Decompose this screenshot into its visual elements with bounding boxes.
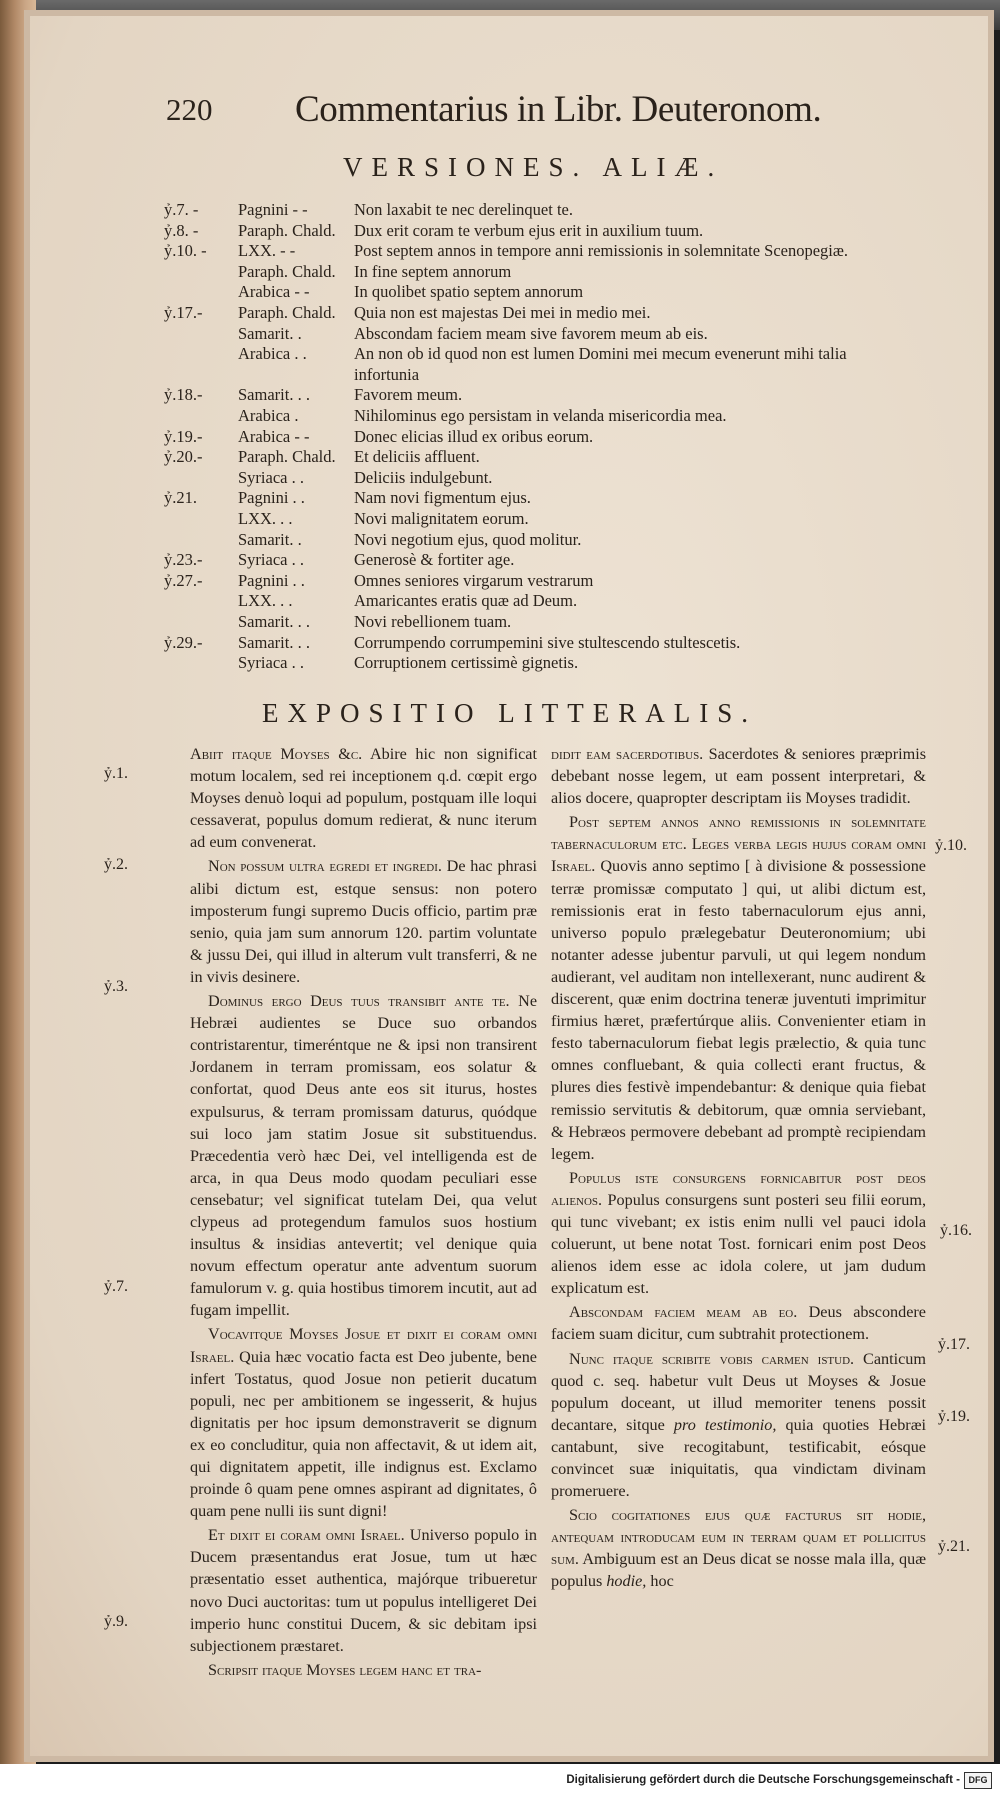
version-name: Pagnini - - bbox=[238, 200, 308, 219]
lemma: Abiit itaque Moyses &c. bbox=[190, 745, 363, 763]
lemma: didit eam sacerdotibus. bbox=[551, 745, 704, 763]
margin-verse-left: ỷ.3. bbox=[104, 978, 128, 995]
margin-verse-right: ỷ.21. bbox=[938, 1538, 970, 1555]
verse-number: ỷ.17.- bbox=[164, 303, 203, 322]
commentary-right-column bbox=[551, 743, 926, 1595]
version-name: LXX. - - bbox=[238, 241, 296, 261]
paragraph-post-septem bbox=[551, 811, 926, 1165]
paragraph-text: Populus consurgens sunt posteri seu filii eorum, qui tunc vivebant; ex istis enim nulli vel pauci idola coluerunt, ut bene notat Tost. fornicari enim post Deos alienos idem esse ac idola colere, ut jam dudum explicatum est. bbox=[551, 1190, 926, 1298]
paragraph-dominus-ergo bbox=[190, 990, 537, 1321]
version-name: Pagnini . . bbox=[238, 570, 305, 590]
version-name: Paraph. Chald. bbox=[238, 220, 336, 240]
version-name: Paraph. Chald. bbox=[238, 303, 336, 322]
version-text: Post septem annos in tempore anni remissionis in solemnitate Scenopegiæ. bbox=[354, 241, 849, 261]
margin-verse-right: ỷ.17. bbox=[938, 1336, 970, 1353]
version-name: LXX. . . bbox=[238, 509, 293, 528]
expositio-heading: EXPOSITIO LITTERALIS. bbox=[262, 698, 757, 728]
version-text: Nihilominus ego persistam in velanda misericordia mea. bbox=[354, 406, 727, 425]
version-name: Samarit. . . bbox=[238, 612, 310, 631]
paragraph-tradidit bbox=[551, 743, 926, 809]
paragraph-text: Quia hæc vocatio facta est Deo jubente, bene infert Tostatus, quod Josue non petierit ducatum populi, nec per ambitionem se ingesserit, & hujus dignitatis per hoc ipsum demonstraverit se dignum ex eo concluditur, quia non affectavit, & ut idem ait, qui dignitatem appetit, ille indignus est. Exclamo proinde ô quam pene omnes aspirant ad dignitates, ô quam pene nulli iis sunt digni! bbox=[190, 1347, 537, 1521]
version-name: Paraph. Chald. bbox=[238, 261, 336, 281]
paragraph-text: Deus abscondere faciem suam dicitur, cum subtrahit protectionem. bbox=[551, 1303, 926, 1344]
paragraph-scio-cogitationes bbox=[551, 1504, 926, 1592]
digitization-footer bbox=[0, 1764, 1000, 1796]
version-name: Samarit. . bbox=[238, 529, 302, 549]
verse-number: ỷ.20.- bbox=[164, 447, 203, 467]
version-name: LXX. . . bbox=[238, 591, 293, 611]
version-text: Deliciis indulgebunt. bbox=[354, 467, 493, 487]
paragraph-abscondam bbox=[551, 1301, 926, 1345]
verse-number: ỷ.23.- bbox=[164, 550, 203, 570]
italic-phrase: hodie, bbox=[606, 1572, 647, 1591]
lemma: Scripsit itaque Moyses legem hanc et tra- bbox=[208, 1660, 482, 1679]
version-name: Samarit. . . bbox=[238, 632, 310, 652]
margin-verse-left: ỷ.2. bbox=[104, 856, 128, 873]
verse-number: ỷ.19.- bbox=[164, 426, 203, 446]
version-name: Syriaca . . bbox=[238, 467, 304, 487]
paragraph-text: Canticum quod c. seq. habetur vult Deus ut Moyses & Josue populum doceant, ut illud memoriter tenens possit decantare, sitque bbox=[551, 1349, 926, 1434]
version-text: Dux erit coram te verbum ejus erit in auxilium tuum. bbox=[354, 220, 704, 240]
paragraph-text: hoc bbox=[646, 1572, 674, 1591]
footer-credit: Digitalisierung gefördert durch die Deutsche Forschungsgemeinschaft - bbox=[566, 1774, 960, 1786]
commentary-left-column bbox=[190, 743, 537, 1683]
lemma: Et dixit ei coram omni Israel. bbox=[208, 1526, 405, 1545]
version-text: In quolibet spatio septem annorum bbox=[354, 282, 584, 302]
version-name: Arabica . . bbox=[238, 344, 307, 364]
paragraph-populus-iste bbox=[551, 1167, 926, 1300]
paragraph-abiit bbox=[190, 743, 537, 853]
version-text: infortunia bbox=[354, 364, 420, 384]
paragraph-text: Universo populo in Ducem præsentandus erat Josue, tum ut hæc præsentatio esset authentica, majórque tribueretur novo Duci auctoritas: tum ut populus intelligeret Dei imperio hunc constitui Ducem, & sic debitam ipsi subjectionem præstaret. bbox=[190, 1526, 537, 1655]
version-name: Syriaca . . bbox=[238, 550, 304, 570]
margin-verse-right: ỷ.19. bbox=[938, 1408, 970, 1425]
version-text: Donec elicias illud ex oribus eorum. bbox=[354, 426, 594, 446]
version-name: Samarit. . bbox=[238, 323, 302, 343]
version-text: Quia non est majestas Dei mei in medio mei. bbox=[354, 303, 651, 322]
lemma: Abscondam faciem meam ab eo. bbox=[569, 1303, 798, 1322]
version-text: Amaricantes eratis quæ ad Deum. bbox=[354, 591, 578, 611]
version-text: Novi negotium ejus, quod molitur. bbox=[354, 529, 582, 549]
verse-number: ỷ.21. bbox=[164, 488, 197, 508]
paragraph-text: Quovis anno septimo [ à divisione & possessione terræ promissæ computato ] qui, ut alibi dictum est, remissionis erat in festo tabernaculorum ejus anni, universo populo prælegebatur Deuteronomium; ubi notanter adesse jubentur parvuli, ut qui legem nondum audierant, vel auditam non intellexerant, nunc audirent & discerent, quæ enim doctrina teneræ juventuti imprimitur firmius hæret, præfertúrque aliis. Convenienter etiam in festo tabernaculorum fiebat legis prælectio, & quia tunc omnes confluebant, & quia collecti erant fructus, & plures dies festivè impendebantur: & denique quia fiebat remissio servitutis & debitorum, quæ omnia serviebant, & Hebræos permovere debebant ad promptè recipiendam legem. bbox=[551, 857, 926, 1163]
verse-number: ỷ.18.- bbox=[164, 385, 203, 405]
version-name: Paraph. Chald. bbox=[238, 447, 336, 467]
verse-number: ỷ.7. - bbox=[164, 200, 199, 219]
version-text: Novi rebellionem tuam. bbox=[354, 612, 512, 631]
lemma: Populus iste consurgens fornicabitur post deos alienos. bbox=[551, 1168, 926, 1209]
lemma: Non possum ultra egredi et ingredi. bbox=[208, 857, 442, 876]
margin-verse-right: ỷ.10. bbox=[935, 837, 967, 854]
version-text: Novi malignitatem eorum. bbox=[354, 509, 529, 528]
version-name: Arabica - - bbox=[238, 426, 310, 446]
version-name: Syriaca . . bbox=[238, 653, 304, 673]
margin-verse-left: ỷ.7. bbox=[104, 1278, 128, 1295]
version-text: An non ob id quod non est lumen Domini mei mecum evenerunt mihi talia bbox=[354, 344, 847, 364]
lemma: Nunc itaque scribite vobis carmen istud. bbox=[569, 1349, 855, 1368]
version-text: Nam novi figmentum ejus. bbox=[354, 488, 531, 508]
version-name: Samarit. . . bbox=[238, 385, 310, 405]
versiones-heading: VERSIONES. ALIÆ. bbox=[343, 152, 724, 182]
running-head: Commentarius in Libr. Deuteronom. bbox=[295, 89, 822, 130]
margin-verse-left: ỷ.1. bbox=[104, 765, 128, 782]
lemma: Vocavitque Moyses Josue et dixit ei coram omni Israel. bbox=[190, 1325, 537, 1366]
version-text: Favorem meum. bbox=[354, 385, 463, 405]
version-text: Abscondam faciem meam sive favorem meum ab eis. bbox=[354, 323, 708, 343]
lemma: Scio cogitationes ejus quæ facturus sit hodie, antequam introducam eum in terram quam et pollicitus sum. bbox=[551, 1506, 926, 1569]
version-text: Generosè & fortiter age. bbox=[354, 550, 515, 570]
paragraph-text: Abire hic non significat motum localem, sed rei inceptionem q.d. cœpit ergo Moyses denuò loqui ad populum, postquam ille loqui cessaverat, populus domum redierat, & nunc iterum ad eum convenerat. bbox=[190, 745, 537, 852]
verse-number: ỷ.29.- bbox=[164, 632, 203, 652]
italic-phrase: pro testimonio, bbox=[673, 1415, 777, 1434]
dfg-logo: DFG bbox=[964, 1772, 992, 1789]
lemma: Post septem annos anno remissionis in solemnitate tabernaculorum etc. Leges verba legis hujus coram omni Israel. bbox=[551, 813, 926, 876]
verse-number: ỷ.27.- bbox=[164, 570, 203, 590]
paragraph-text: Ambiguum est an Deus dicat se nosse mala illa, quæ populus bbox=[551, 1550, 926, 1591]
version-name: Arabica . bbox=[238, 406, 299, 425]
lemma: Dominus ergo Deus tuus transibit ante te. bbox=[208, 992, 510, 1011]
paragraph-text: quia quoties Hebræi cantabunt, sive recogitabunt, testificabit, eósque convincet suæ iniquitatis, qua vindictam divinam promeruere. bbox=[551, 1415, 926, 1501]
paragraph-vocavitque bbox=[190, 1323, 537, 1522]
version-text: Omnes seniores virgarum vestrarum bbox=[354, 570, 594, 590]
version-text: Non laxabit te nec derelinquet te. bbox=[354, 200, 573, 219]
paragraph-text: Sacerdotes & seniores præprimis debebant nosse legem, ut eam possent interpretari, & alios docere, quapropter descriptam iis Moyses tradidit. bbox=[551, 745, 927, 808]
margin-verse-left: ỷ.9. bbox=[104, 1613, 128, 1630]
paragraph-text: Ne Hebræi audientes se Duce suo orbandos contristarentur, timeréntque ne & ipsi non transirent Jordanem in terram promissam, eos solatur & confortat, quod Deus ante eos sit iturus, hostes expulsurus, & terram promissam daturus, quódque sui loco jam statim Josue sit substituendus. Præcedentia verò hæc Dei, vel intelligenda est de arca, in qua Deus modo quodam peculiari esse censebatur; vel significat tutelam Dei, qua velut clypeus ad protegendum famulos suos hostium insultus & insidias antevertit; vel denique quia novum effectum operatur ante adventum suorum famulorum v. g. quia hostibus timorem incutit, aut ad fugam impellit. bbox=[190, 992, 538, 1320]
verse-number: ỷ.8. - bbox=[164, 220, 199, 240]
version-text: Et deliciis affluent. bbox=[354, 447, 480, 467]
paragraph-scripsit bbox=[190, 1659, 537, 1681]
paragraph-et-dixit bbox=[190, 1524, 537, 1657]
version-text: Corrumpendo corrumpemini sive stultescendo stultescetis. bbox=[354, 632, 741, 652]
version-name: Arabica - - bbox=[238, 282, 310, 302]
margin-verse-right: ỷ.16. bbox=[940, 1222, 972, 1239]
paragraph-non-possum bbox=[190, 855, 537, 988]
version-text: In fine septem annorum bbox=[354, 261, 512, 281]
page-number: 220 bbox=[166, 92, 213, 127]
version-name: Pagnini . . bbox=[238, 488, 305, 508]
version-text: Corruptionem certissimè gignetis. bbox=[354, 653, 579, 673]
paragraph-text: De hac phrasi alibi dictum est, estque sensus: non potero imposterum fungi supremo Ducis officio, partim præ senio, quia jam sum annorum 120. partim voluntate & jussu Dei, qui illud in alterum vult transferri, & ne in vivis desinere. bbox=[190, 857, 537, 986]
paragraph-nunc-itaque bbox=[551, 1348, 926, 1503]
verse-number: ỷ.10. - bbox=[164, 241, 207, 261]
